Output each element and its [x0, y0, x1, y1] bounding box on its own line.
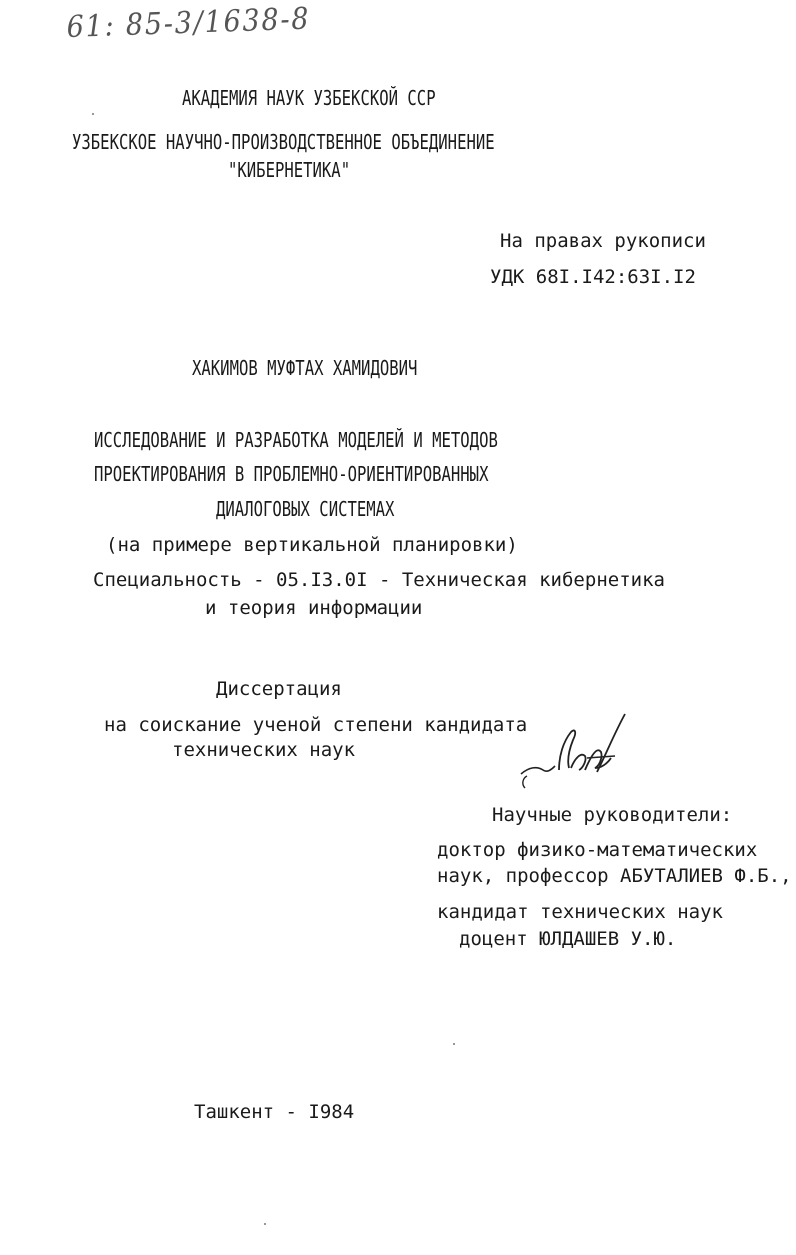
dissertation-field: технических наук: [172, 739, 356, 761]
author-name: ХАКИМОВ МУФТАХ ХАМИДОВИЧ: [192, 356, 418, 380]
paper-speck: [92, 113, 94, 115]
dissertation-degree: на соискание ученой степени кандидата: [104, 714, 528, 736]
specialty-line-1: Специальность - 05.I3.0I - Техническая кибернетика: [93, 569, 665, 591]
specialty-line-2: и теория информации: [205, 597, 423, 619]
supervisor-2-title: кандидат технических наук: [437, 901, 723, 923]
supervisor-1-name: наук, профессор АБУТАЛИЕВ Ф.Б.,: [437, 865, 792, 887]
supervisor-2-name: доцент ЮЛДАШЕВ У.Ю.: [459, 928, 677, 950]
academy-heading: АКАДЕМИЯ НАУК УЗБЕКСКОЙ ССР: [182, 86, 436, 110]
place-and-year: Ташкент - I984: [194, 1101, 355, 1123]
author-signature: [515, 712, 640, 797]
title-line-3: ДИАЛОГОВЫХ СИСТЕМАХ: [216, 497, 395, 521]
udk-code: УДК 68I.I42:63I.I2: [490, 266, 696, 288]
title-line-1: ИССЛЕДОВАНИЕ И РАЗРАБОТКА МОДЕЛЕЙ И МЕТОДОВ: [94, 428, 498, 452]
paper-speck: [453, 1043, 455, 1045]
supervisors-heading: Научные руководители:: [492, 804, 733, 826]
title-subtitle: (на примере вертикальной планировки): [106, 534, 518, 556]
paper-speck: [264, 1223, 266, 1225]
handwritten-archive-note: 61: 85-3/1638-8: [66, 1, 311, 45]
dissertation-label: Диссертация: [216, 678, 342, 700]
title-line-2: ПРОЕКТИРОВАНИЯ В ПРОБЛЕМНО-ОРИЕНТИРОВАННЫХ: [94, 462, 489, 486]
organization-heading: УЗБЕКСКОЕ НАУЧНО-ПРОИЗВОДСТВЕННОЕ ОБЪЕДИНЕНИЕ: [72, 130, 495, 154]
manuscript-rights: На правах рукописи: [500, 230, 706, 252]
supervisor-1-title: доктор физико-математических: [437, 839, 758, 861]
organization-name: "КИБЕРНЕТИКА": [228, 158, 351, 182]
